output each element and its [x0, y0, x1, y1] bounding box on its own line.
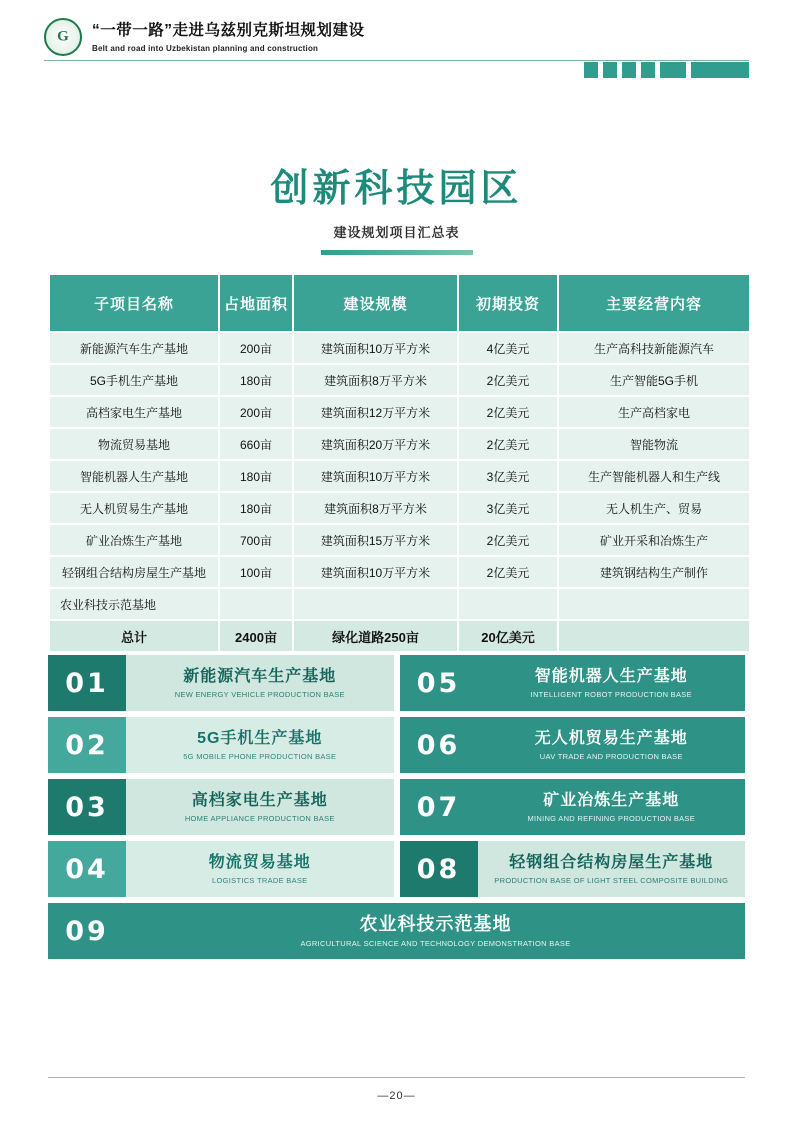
header-bar: [603, 62, 617, 78]
card-title-cn: 智能机器人生产基地: [534, 667, 688, 685]
table-header-cell: 占地面积: [220, 275, 292, 331]
title-underline: [321, 250, 473, 255]
table-row: [50, 589, 749, 619]
card-title-cn: 矿业冶炼生产基地: [543, 791, 680, 809]
table-cell: 建筑面积10万平方米: [294, 557, 457, 587]
table-cell: 2亿美元: [459, 557, 557, 587]
table-cell: 3亿美元: [459, 461, 557, 491]
card-title-en: INTELLIGENT ROBOT PRODUCTION BASE: [530, 690, 692, 700]
table-cell: 建筑面积10万平方米: [294, 333, 457, 363]
header-bar: [641, 62, 655, 78]
header-bar: [691, 62, 749, 78]
summary-table: [48, 273, 751, 653]
table-cell: 20亿美元: [459, 621, 557, 651]
table-header-cell: 主要经营内容: [559, 275, 749, 331]
table-cell: 轻钢组合结构房屋生产基地: [50, 557, 218, 587]
header-bar: [622, 62, 636, 78]
project-card-02[interactable]: [48, 717, 394, 773]
card-title-en: LOGISTICS TRADE BASE: [212, 876, 308, 886]
emblem-icon: [44, 18, 82, 56]
table-cell: 农业科技示范基地: [50, 589, 218, 619]
page-title: 创新科技园区: [270, 166, 523, 210]
card-number: 09: [48, 903, 126, 959]
header-bar-decoration: [579, 62, 749, 78]
card-number: 04: [48, 841, 126, 897]
table-cell: 生产高档家电: [559, 397, 749, 427]
table-row: [50, 461, 749, 491]
project-card-07[interactable]: [400, 779, 746, 835]
table-header-cell: 子项目名称: [50, 275, 218, 331]
card-title-cn: 高档家电生产基地: [191, 791, 328, 809]
table-row: [50, 365, 749, 395]
project-card-01[interactable]: [48, 655, 394, 711]
table-cell: 700亩: [220, 525, 292, 555]
card-body: [126, 717, 394, 773]
card-number: 08: [400, 841, 478, 897]
table-cell: [294, 589, 457, 619]
summary-table-wrapper: [48, 273, 745, 653]
card-body: [478, 655, 746, 711]
table-cell: 矿业开采和冶炼生产: [559, 525, 749, 555]
table-cell: [559, 621, 749, 651]
title-block: [0, 168, 793, 255]
footer-divider: [48, 1077, 745, 1078]
header-divider: [44, 60, 749, 61]
table-row: [50, 493, 749, 523]
project-card-09[interactable]: [48, 903, 745, 959]
table-cell: 660亩: [220, 429, 292, 459]
table-cell: 生产智能机器人和生产线: [559, 461, 749, 491]
project-card-05[interactable]: [400, 655, 746, 711]
table-cell: 建筑面积8万平方米: [294, 365, 457, 395]
table-cell: 3亿美元: [459, 493, 557, 523]
card-body: [126, 779, 394, 835]
card-row: [48, 779, 745, 835]
card-title-en: PRODUCTION BASE OF LIGHT STEEL COMPOSITE BUILDING: [494, 876, 729, 886]
card-number: 06: [400, 717, 478, 773]
card-title-cn: 无人机贸易生产基地: [534, 729, 688, 747]
table-header-row: [50, 275, 749, 331]
card-title-cn: 5G手机生产基地: [197, 729, 323, 747]
table-cell: 建筑钢结构生产制作: [559, 557, 749, 587]
card-title-en: 5G MOBILE PHONE PRODUCTION BASE: [183, 752, 337, 762]
header-text: [92, 21, 365, 52]
page-number: —20—: [377, 1090, 416, 1102]
table-cell: 2亿美元: [459, 397, 557, 427]
table-cell: 5G手机生产基地: [50, 365, 218, 395]
table-cell: 4亿美元: [459, 333, 557, 363]
project-card-04[interactable]: [48, 841, 394, 897]
header-bar: [660, 62, 686, 78]
table-cell: 总计: [50, 621, 218, 651]
table-row: [50, 557, 749, 587]
table-cell: 无人机贸易生产基地: [50, 493, 218, 523]
card-body: [478, 841, 746, 897]
page-header: [44, 14, 749, 60]
table-cell: 无人机生产、贸易: [559, 493, 749, 523]
card-number: 01: [48, 655, 126, 711]
table-cell: 2亿美元: [459, 429, 557, 459]
table-cell: 矿业冶炼生产基地: [50, 525, 218, 555]
header-bar: [584, 62, 598, 78]
card-title-en: UAV TRADE AND PRODUCTION BASE: [539, 752, 683, 762]
project-card-03[interactable]: [48, 779, 394, 835]
table-cell: 建筑面积20万平方米: [294, 429, 457, 459]
table-cell: 200亩: [220, 397, 292, 427]
table-cell: 200亩: [220, 333, 292, 363]
card-title-cn: 轻钢组合结构房屋生产基地: [509, 853, 714, 871]
header-title-en: Belt and road into Uzbekistan planning and construction: [92, 43, 319, 53]
table-cell: 2400亩: [220, 621, 292, 651]
table-cell: 新能源汽车生产基地: [50, 333, 218, 363]
card-body: [478, 717, 746, 773]
table-cell: 建筑面积8万平方米: [294, 493, 457, 523]
table-row: [50, 429, 749, 459]
project-card-06[interactable]: [400, 717, 746, 773]
table-cell: 180亩: [220, 461, 292, 491]
table-cell: [559, 589, 749, 619]
page-subtitle: 建设规划项目汇总表: [333, 224, 460, 240]
card-number: 05: [400, 655, 478, 711]
table-cell: 180亩: [220, 493, 292, 523]
card-body: [478, 779, 746, 835]
table-cell: 生产智能5G手机: [559, 365, 749, 395]
table-row: [50, 525, 749, 555]
table-cell: 2亿美元: [459, 525, 557, 555]
table-cell: 建筑面积10万平方米: [294, 461, 457, 491]
card-row: [48, 655, 745, 711]
card-body: [126, 655, 394, 711]
table-cell: [459, 589, 557, 619]
card-body: [126, 841, 394, 897]
table-cell: 100亩: [220, 557, 292, 587]
table-cell: 高档家电生产基地: [50, 397, 218, 427]
table-cell: 2亿美元: [459, 365, 557, 395]
table-header-cell: 建设规模: [294, 275, 457, 331]
table-cell: [220, 589, 292, 619]
table-cell: 绿化道路250亩: [294, 621, 457, 651]
project-card-list: [48, 655, 745, 965]
card-title-en: HOME APPLIANCE PRODUCTION BASE: [184, 814, 335, 824]
table-cell: 建筑面积15万平方米: [294, 525, 457, 555]
project-card-08[interactable]: [400, 841, 746, 897]
card-title-en: NEW ENERGY VEHICLE PRODUCTION BASE: [174, 690, 345, 700]
card-body: [126, 903, 745, 959]
table-cell: 生产高科技新能源汽车: [559, 333, 749, 363]
table-cell: 180亩: [220, 365, 292, 395]
table-cell: 智能机器人生产基地: [50, 461, 218, 491]
table-cell: 建筑面积12万平方米: [294, 397, 457, 427]
table-row: [50, 397, 749, 427]
card-title-cn: 新能源汽车生产基地: [183, 667, 337, 685]
card-title-en: MINING AND REFINING PRODUCTION BASE: [527, 814, 696, 824]
table-row: [50, 333, 749, 363]
card-number: 03: [48, 779, 126, 835]
card-row: [48, 903, 745, 959]
card-row: [48, 717, 745, 773]
card-number: 07: [400, 779, 478, 835]
table-cell: 智能物流: [559, 429, 749, 459]
card-title-cn: 农业科技示范基地: [359, 913, 512, 934]
card-number: 02: [48, 717, 126, 773]
card-row: [48, 841, 745, 897]
header-title-cn: “一带一路”走进乌兹别克斯坦规划建设: [92, 22, 365, 40]
card-title-en: AGRICULTURAL SCIENCE AND TECHNOLOGY DEMONSTRATION BASE: [300, 939, 571, 949]
table-cell: 物流贸易基地: [50, 429, 218, 459]
table-total-row: [50, 621, 749, 651]
table-header-cell: 初期投资: [459, 275, 557, 331]
card-title-cn: 物流贸易基地: [208, 853, 311, 871]
